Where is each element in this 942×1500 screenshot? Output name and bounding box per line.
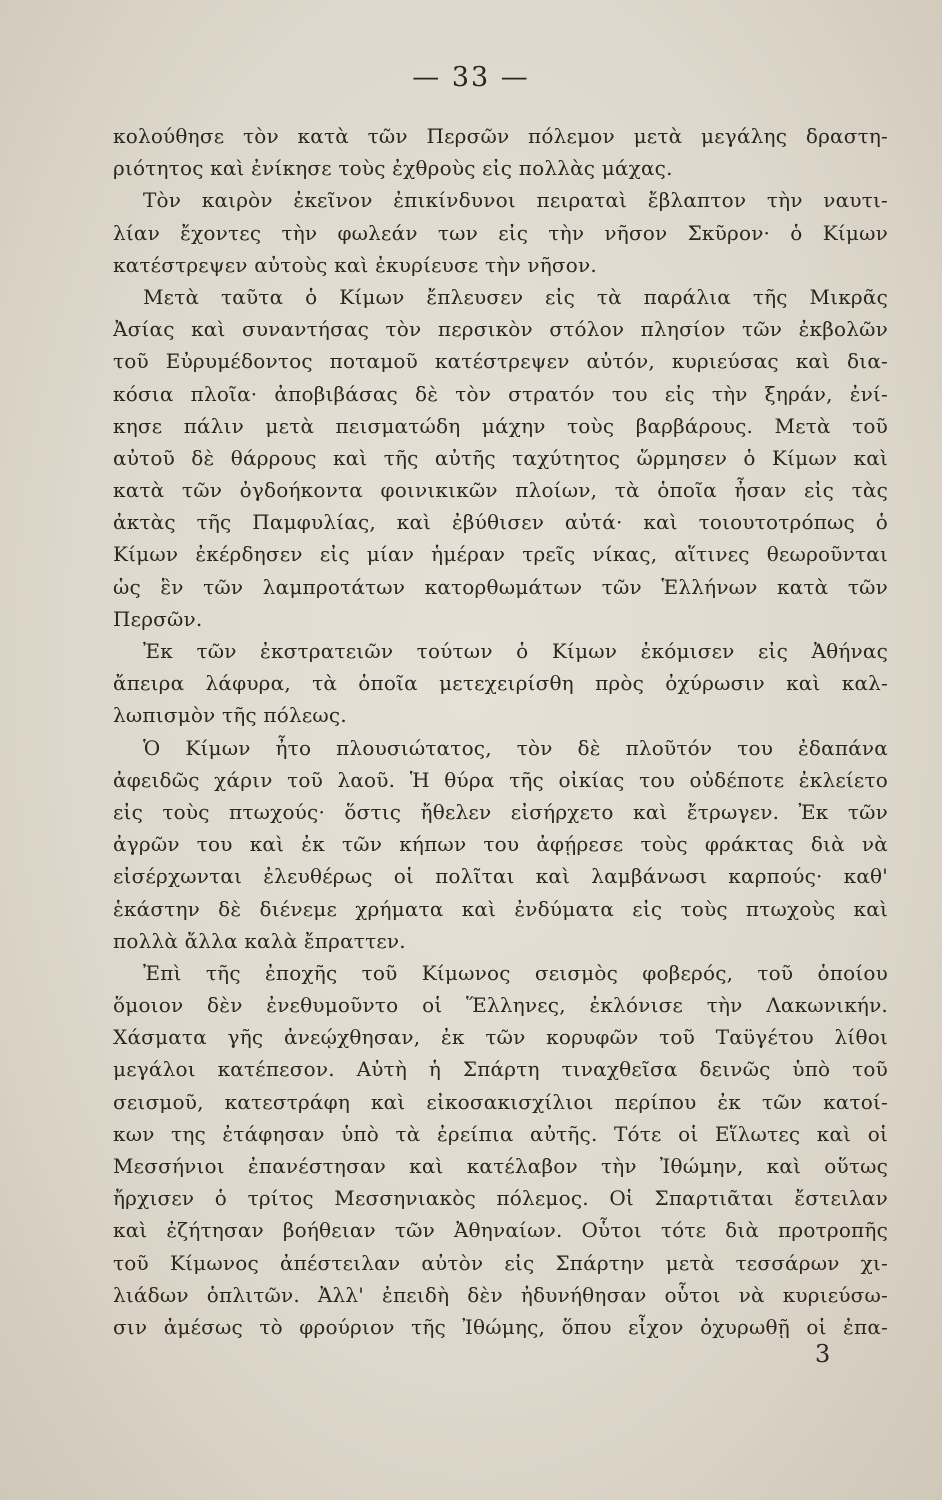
text-line: λίαν ἔχοντες τὴν φωλεάν των εἰς τὴν νῆσον Σκῦρον· ὁ Κίμων [113,220,888,245]
text-line: Μετὰ ταῦτα ὁ Κίμων ἔπλευσεν εἰς τὰ παράλια τῆς Μικρᾶς [143,284,888,309]
text-line: Τὸν καιρὸν ἐκεῖνον ἐπικίνδυνοι πειραταὶ ἔβλαπτον τὴν ναυτι- [143,188,888,213]
text-line: Ἐπὶ τῆς ἐποχῆς τοῦ Κίμωνος σεισμὸς φοβερός, τοῦ ὁποίου [143,960,888,985]
text-line: Κίμων ἐκέρδησεν εἰς μίαν ἡμέραν τρεῖς νίκας, αἵτινες θεωροῦνται [113,542,888,567]
text-line: σεισμοῦ, κατεστράφη καὶ εἰκοσακισχίλιοι περίπου ἐκ τῶν κατοί- [113,1089,888,1114]
text-line: ἀφειδῶς χάριν τοῦ λαοῦ. Ἡ θύρα τῆς οἰκίας του οὐδέποτε ἐκλείετο [113,767,888,792]
text-line: κολούθησε τὸν κατὰ τῶν Περσῶν πόλεμον μετὰ μεγάλης δραστη- [113,124,888,148]
text-line: ριότητος καὶ ἐνίκησε τοὺς ἐχθροὺς εἰς πολλὰς μάχας. [113,156,673,181]
text-line: κων της ἐτάφησαν ὑπὸ τὰ ἐρείπια αὐτῆς. Τότε οἱ Εἵλωτες καὶ οἱ [113,1121,888,1146]
text-line: εἰς τοὺς πτωχούς· ὅστις ἤθελεν εἰσήρχετο καὶ ἔτρωγεν. Ἐκ τῶν [113,799,888,824]
text-line: τοῦ Κίμωνος ἀπέστειλαν αὐτὸν εἰς Σπάρτην μετὰ τεσσάρων χι- [113,1250,888,1275]
text-line: μεγάλοι κατέπεσον. Αὐτὴ ἡ Σπάρτη τιναχθεῖσα δεινῶς ὑπὸ τοῦ [113,1057,888,1082]
text-line: κατέστρεψεν αὐτοὺς καὶ ἐκυρίευσε τὴν νῆσον. [113,252,597,277]
text-line: Ἀσίας καὶ συναντήσας τὸν περσικὸν στόλον πλησίον τῶν ἐκβολῶν [113,317,888,342]
text-line: Χάσματα γῆς ἀνεῴχθησαν, ἐκ τῶν κορυφῶν τοῦ Ταϋγέτου λίθοι [113,1025,888,1050]
text-line: αὐτοῦ δὲ θάρρους καὶ τῆς αὐτῆς ταχύτητος ὥρμησεν ὁ Κίμων καὶ [113,445,888,470]
text-line: ὡς ἓν τῶν λαμπροτάτων κατορθωμάτων τῶν Ἑλλήνων κατὰ τῶν [113,574,888,599]
text-line: Ἐκ τῶν ἐκστρατειῶν τούτων ὁ Κίμων ἐκόμισεν εἰς Ἀθήνας [143,639,888,663]
text-line: Ὁ Κίμων ἦτο πλουσιώτατος, τὸν δὲ πλοῦτόν του ἐδαπάνα [143,735,888,760]
text-line: Μεσσήνιοι ἐπανέστησαν καὶ κατέλαβον τὴν Ἰθώμην, καὶ οὕτως [113,1154,888,1178]
text-line: κόσια πλοῖα· ἀποβιβάσας δὲ τὸν στρατόν του εἰς τὴν ξηράν, ἐνί- [113,381,888,406]
text-line: λωπισμὸν τῆς πόλεως. [113,703,347,728]
text-line: ἀκτὰς τῆς Παμφυλίας, καὶ ἐβύθισεν αὐτά· καὶ τοιουτοτρόπως ὁ [113,510,888,535]
text-line: ἑκάστην δὲ διένεμε χρήματα καὶ ἐνδύματα εἰς τοὺς πτωχοὺς καὶ [113,896,888,921]
text-line: καὶ ἐζήτησαν βοήθειαν τῶν Ἀθηναίων. Οὗτοι τότε διὰ προτροπῆς [113,1218,888,1243]
text-line: Περσῶν. [113,606,203,631]
body-text [113,120,888,1343]
text-line: κατὰ τῶν ὀγδοήκοντα φοινικικῶν πλοίων, τὰ ὁποῖα ἦσαν εἰς τὰς [113,478,888,503]
text-line: λιάδων ὁπλιτῶν. Ἀλλ' ἐπειδὴ δὲν ἠδυνήθησαν οὗτοι νὰ κυριεύσω- [113,1282,888,1307]
text-line: ἀγρῶν του καὶ ἐκ τῶν κήπων του ἀφῄρεσε τοὺς φράκτας διὰ νὰ [113,832,888,857]
text-line: πολλὰ ἄλλα καλὰ ἔπραττεν. [113,928,406,953]
text-line: ἤρχισεν ὁ τρίτος Μεσσηνιακὸς πόλεμος. Οἱ Σπαρτιᾶται ἔστειλαν [113,1186,888,1211]
text-line: εἰσέρχωνται ἐλευθέρως οἱ πολῖται καὶ λαμβάνωσι καρπούς· καθ' [113,864,888,889]
text-line: ἄπειρα λάφυρα, τὰ ὁποῖα μετεχειρίσθη πρὸς ὀχύρωσιν καὶ καλ- [113,671,888,696]
page-number: — 33 — [412,62,530,93]
text-line: ὅμοιον δὲν ἐνεθυμοῦντο οἱ Ἕλληνες, ἐκλόνισε τὴν Λακωνικήν. [113,993,888,1018]
text-line: τοῦ Εὐρυμέδοντος ποταμοῦ κατέστρεψεν αὐτόν, κυριεύσας καὶ δια- [113,349,888,374]
text-line: κησε πάλιν μετὰ πεισματώδη μάχην τοὺς βαρβάρους. Μετὰ τοῦ [113,413,888,438]
text-line: σιν ἀμέσως τὸ φρούριον τῆς Ἰθώμης, ὅπου εἶχον ὀχυρωθῇ οἱ ἐπα- [113,1314,888,1339]
signature-mark: 3 [815,1340,831,1368]
